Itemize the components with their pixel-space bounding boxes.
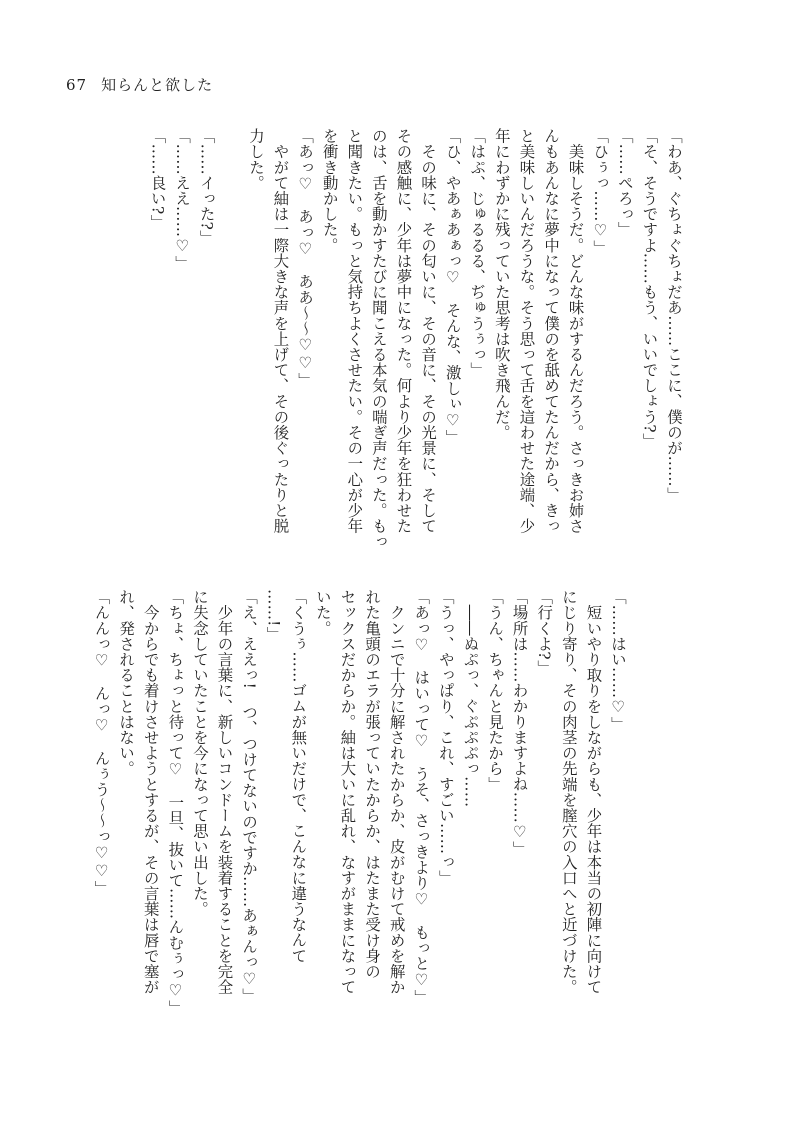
text-line: 少年の言葉に、新しいコンドームを装着することを完全: [215, 589, 234, 995]
text-line: 年にわずかに残っていた思考は吹き飛んだ。: [492, 128, 511, 440]
text-line: 力した。: [246, 128, 265, 191]
text-line: 「ひ、やあぁあぁっ♡ そんな、激しぃ♡」: [443, 128, 462, 446]
text-line: と聞きたい。もっと気持ちよくさせたい。その一心が少年: [345, 128, 364, 534]
text-line: 「はぷ、じゅるるる、ぢゅうぅっ」: [468, 128, 487, 378]
text-line: 「うっ、やっぱり、これ、すごい……っ」: [436, 589, 455, 886]
text-line: 「場所は……わかりますよね……♡」: [510, 589, 529, 857]
text-line: 「あっ♡ はいって♡ うそ、さっきより♡ もっと♡」: [412, 589, 431, 1005]
text-line: その感触に、少年は夢中になった。何より少年を狂わせた: [394, 128, 413, 534]
chapter-title: 知らんと欲した: [101, 76, 214, 94]
text-line: いた。: [313, 589, 332, 636]
text-line: にじり寄り、その肉茎の先端を膣穴の入口へと近づけた。: [559, 589, 578, 995]
blank-line: [219, 128, 244, 548]
text-line: 今からでも着けさせようとするが、その言葉は唇で塞が: [141, 589, 160, 995]
text-line: 「あっ♡ あっ♡ ああ〜〜♡♡」: [296, 128, 315, 388]
text-line: 短いやり取りをしながらも、少年は本当の初陣に向けて: [584, 589, 603, 995]
text-line: クンニで十分に解されたからか、皮がむけて戒めを解か: [387, 589, 406, 995]
text-line: に失念していたことを今になって思い出した。: [190, 589, 209, 917]
text-line: と美味しいんだろうな。そう思って舌を這わせた途端、少: [517, 128, 536, 534]
text-line: ……!」: [264, 589, 283, 643]
text-line: 「……ぺろっ」: [615, 128, 634, 238]
text-line: 「んんっ♡ んっ♡ んぅう〜〜っ♡♡」: [92, 589, 111, 896]
text-line: 「ちょ、ちょっと待って♡ 一旦、抜いて……んむぅっ♡」: [166, 589, 185, 1016]
text-line: 「……イった?」: [197, 128, 216, 246]
running-head: [66, 74, 213, 95]
text-line: 「……良い?」: [148, 128, 167, 231]
text-line: その味に、その匂いに、その音に、その光景に、そして: [419, 128, 438, 534]
bottom-text-block: [89, 589, 630, 1016]
text-line: 「くうぅ……ゴムが無いだけで、こんなに違うなんて: [289, 589, 308, 964]
text-line: ――ぬぷっ、ぐぷぷぷっ……: [461, 589, 480, 808]
text-line: 「行くよ?」: [535, 589, 554, 676]
text-line: れた亀頭のエラが張っていたからか、はたまた受け身の: [363, 589, 382, 979]
text-line: 「そ、そうですよ……もう、いいでしょう?」: [640, 128, 659, 449]
text-line: のは、舌を動かすたびに聞こえる本気の喘ぎ声だった。もっ: [369, 128, 388, 550]
text-line: 「……はい……♡」: [609, 589, 627, 732]
text-line: 「え、ええっ! つ、つけてないのですか……あぁんっ♡」: [240, 589, 259, 1004]
top-text-block: [145, 128, 686, 548]
text-line: れ、発されることはない。: [117, 589, 136, 777]
text-line: 「わあ、ぐちょぐちょだあ……ここに、僕のが……」: [665, 128, 683, 503]
text-line: 「……ええ……♡」: [173, 128, 192, 271]
text-line: 「うん、ちゃんと見たから」: [486, 589, 505, 792]
text-line: やがて紬は一際大きな声を上げて、その後ぐったりと脱: [271, 128, 290, 534]
text-line: 「ひぅっ……♡」: [591, 128, 610, 256]
text-line: を衝き動かした。: [320, 128, 339, 253]
text-line: 美味しそうだ。どんな味がするんだろう。さっきお姉さ: [566, 128, 585, 534]
page-number: 67: [66, 76, 88, 94]
text-line: んもあんなに夢中になって僕のを舐めてたんだから、きっ: [542, 128, 561, 534]
text-line: セックスだからか。紬は大いに乱れ、なすがままになって: [338, 589, 357, 995]
